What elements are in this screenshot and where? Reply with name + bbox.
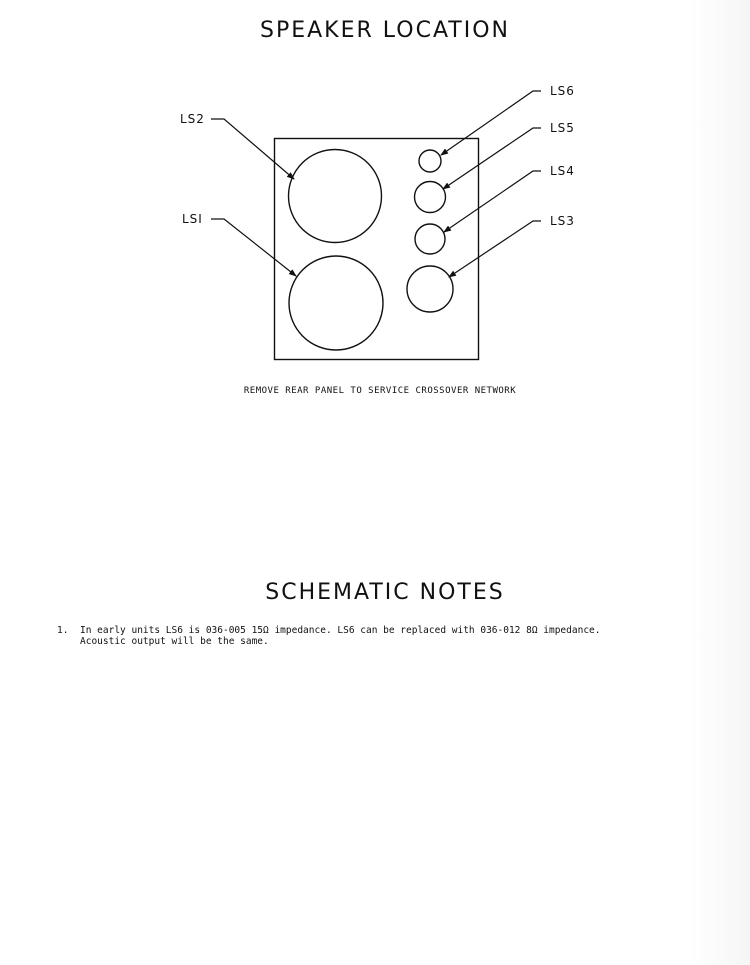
speaker-location-diagram — [0, 0, 750, 400]
speaker-ls1-woofer — [289, 256, 383, 350]
service-caption: REMOVE REAR PANEL TO SERVICE CROSSOVER NETWORK — [243, 386, 517, 396]
page-title: SPEAKER LOCATION — [260, 18, 510, 43]
note-text — [80, 625, 697, 647]
leader-line-ls6 — [441, 91, 541, 155]
label-ls3: LS3 — [550, 214, 575, 228]
speaker-ls5-driver — [415, 182, 446, 213]
leader-line-ls1 — [211, 219, 296, 276]
label-ls1: LSI — [182, 212, 203, 226]
note-number: 1. — [57, 625, 69, 636]
note-item — [57, 625, 697, 647]
leader-line-ls4 — [444, 171, 541, 232]
label-ls5: LS5 — [550, 121, 575, 135]
leader-line-ls2 — [211, 119, 294, 179]
notes-title: SCHEMATIC NOTES — [265, 580, 505, 605]
leader-line-ls3 — [449, 221, 541, 277]
label-ls2: LS2 — [180, 112, 205, 126]
note-text-line: In early units LS6 is 036-005 15Ω impedance. LS6 can be replaced with 036-012 8Ω impedance. — [80, 625, 601, 636]
speaker-ls6-driver — [419, 150, 441, 172]
note-text-line: Acoustic output will be the same. — [80, 636, 269, 647]
notes-list — [57, 625, 697, 647]
label-ls4: LS4 — [550, 164, 575, 178]
leader-line-ls5 — [443, 128, 541, 189]
label-ls6: LS6 — [550, 84, 575, 98]
speaker-ls3-driver — [407, 266, 453, 312]
speaker-ls2-woofer — [289, 150, 382, 243]
speaker-ls4-driver — [415, 224, 445, 254]
